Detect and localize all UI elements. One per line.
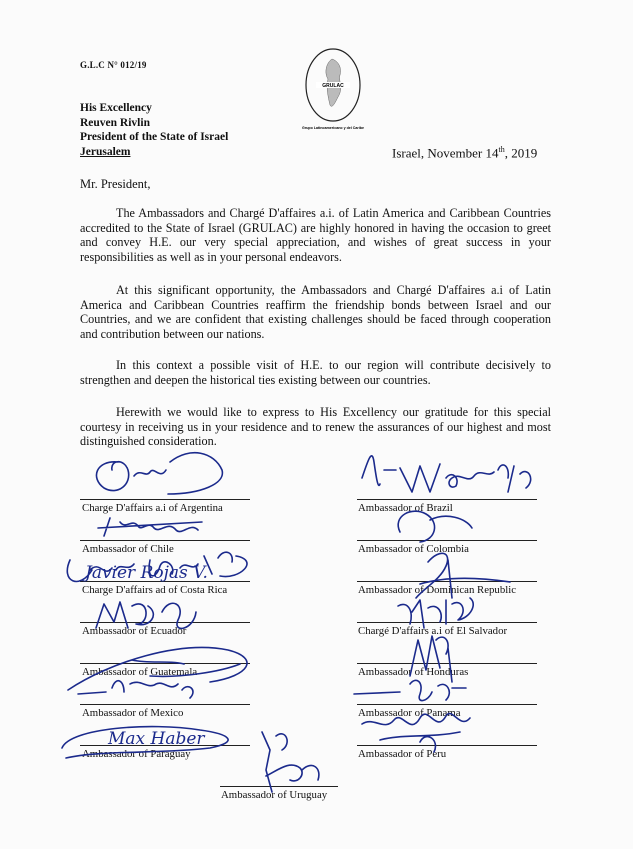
signature-mexico xyxy=(78,681,193,698)
signatory-colombia: Ambassador of Colombia xyxy=(358,543,469,555)
salutation: Mr. President, xyxy=(80,177,151,191)
signature-line xyxy=(80,622,250,623)
signature-line xyxy=(357,704,537,705)
signature-line xyxy=(357,581,537,582)
signature-el-salvador xyxy=(398,598,473,628)
signature-costa-rica-text: Javier Rojas V. xyxy=(85,563,208,583)
body-paragraph-4: Herewith we would like to express to His Excellency our gratitude for this special courtesy in receiving us in your residence and to renew the assurances of our highest and most distinguished consideration. xyxy=(80,405,551,449)
signature-line xyxy=(357,745,537,746)
signatory-dominican-republic: Ambassador of Dominican Republic xyxy=(358,584,517,596)
signature-line xyxy=(80,581,250,582)
signature-line xyxy=(220,786,338,787)
signatory-uruguay: Ambassador of Uruguay xyxy=(221,789,328,801)
signature-brazil xyxy=(362,456,531,492)
signatory-chile: Ambassador of Chile xyxy=(82,543,174,555)
signatory-panama: Ambassador of Panama xyxy=(358,707,461,719)
signatory-el-salvador: Chargé D'affairs a.i of El Salvador xyxy=(358,625,508,637)
signature-paraguay-text: Max Haber xyxy=(108,729,205,749)
signature-line xyxy=(80,499,250,500)
signature-costa-rica xyxy=(67,552,247,581)
signature-chile xyxy=(98,518,202,536)
signature-line xyxy=(80,663,250,664)
signature-colombia xyxy=(398,511,472,542)
addressee-position: President of the State of Israel xyxy=(80,131,229,143)
letter-date: Israel, November 14th, 2019 xyxy=(392,145,538,161)
addressee-block xyxy=(80,101,228,159)
signature-line xyxy=(357,540,537,541)
signature-peru xyxy=(362,713,470,752)
signature-line xyxy=(80,704,250,705)
addressee-city: Jerusalem xyxy=(80,145,131,158)
body-paragraph-3: In this context a possible visit of H.E. to our region will contribute decisively to strengthen and deepen the historical ties existing between our countries. xyxy=(80,358,551,387)
signature-uruguay xyxy=(262,732,319,792)
logo-subtitle: Grupo Latinoamericano y del Caribe xyxy=(302,126,364,130)
signature-line xyxy=(80,540,250,541)
signature-line xyxy=(80,745,250,746)
signatory-brazil: Ambassador of Brazil xyxy=(358,502,453,514)
signatory-guatemala: Ambassador of Guatemala xyxy=(82,666,198,678)
grulac-logo xyxy=(302,47,364,137)
signature-line xyxy=(357,499,537,500)
signatory-mexico: Ambassador of Mexico xyxy=(82,707,184,719)
addressee-name: Reuven Rivlin xyxy=(80,116,150,129)
signatory-peru: Ambassador of Peru xyxy=(358,748,447,760)
reference-number: G.L.C N° 012/19 xyxy=(80,60,147,70)
addressee-title: His Excellency xyxy=(80,102,152,114)
signature-line xyxy=(357,663,537,664)
signatory-paraguay: Ambassador of Paraguay xyxy=(82,748,191,760)
body-paragraph-2: At this significant opportunity, the Ambassadors and Chargé D'affaires a.i of Latin America and Caribbean Countries reaffirm the friendship bonds between Israel and our Countries, and we are confident that existing challenges should be faced through cooperation and contribution between our nations. xyxy=(80,283,551,341)
signatory-honduras: Ambassador of Honduras xyxy=(358,666,469,678)
signature-argentina xyxy=(96,453,222,494)
signature-line xyxy=(357,622,537,623)
signatory-costa-rica: Charge D'affairs ad of Costa Rica xyxy=(82,584,228,596)
logo-label: GRULAC xyxy=(322,83,344,89)
signature-panama xyxy=(354,680,466,700)
body-paragraph-1: The Ambassadors and Chargé D'affaires a.i. of Latin America and Caribbean Countries accredited to the State of Israel (GRULAC) are highly honored in having the occasion to greet and convey H.E. our very special appreciation, and wishes of great success in your responsibilities as well as in your personal endeavors. xyxy=(80,206,551,264)
signatory-ecuador: Ambassador of Ecuador xyxy=(82,625,187,637)
signatory-argentina: Charge D'affairs a.i of Argentina xyxy=(82,502,223,514)
